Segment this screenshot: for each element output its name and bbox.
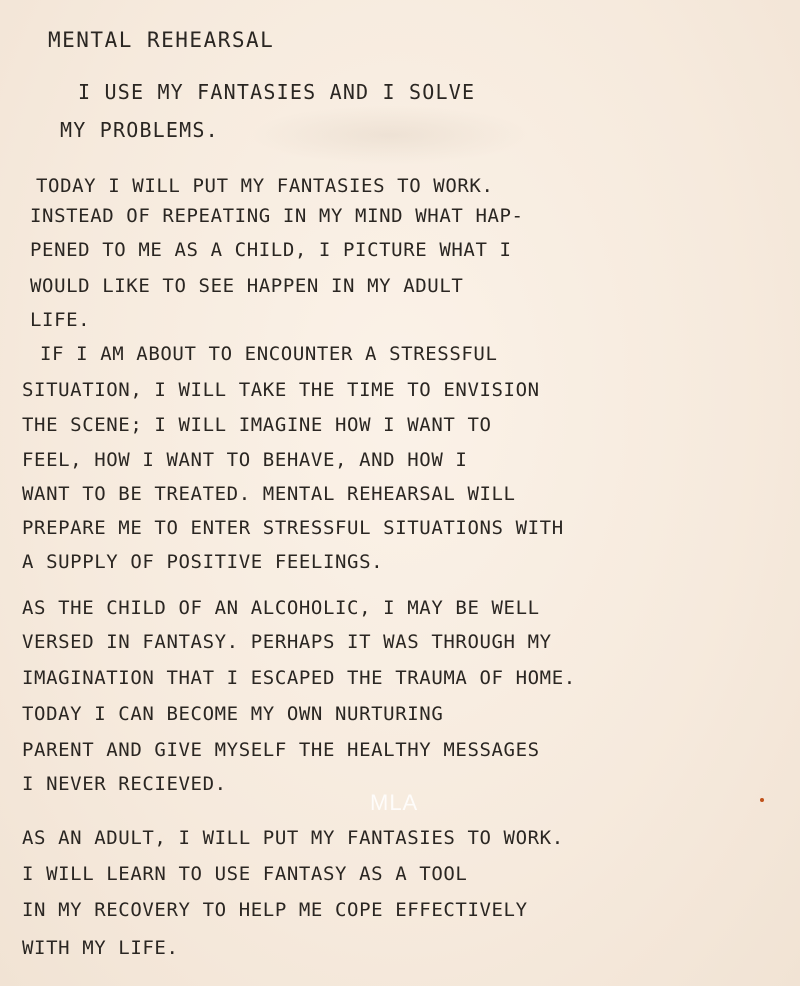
note-line: PREPARE ME TO ENTER STRESSFUL SITUATIONS WITH	[22, 517, 564, 539]
note-line: FEEL, HOW I WANT TO BEHAVE, AND HOW I	[22, 449, 468, 471]
note-line: IF I AM ABOUT TO ENCOUNTER A STRESSFUL	[40, 343, 498, 365]
note-line: THE SCENE; I WILL IMAGINE HOW I WANT TO	[22, 414, 492, 436]
ink-dot	[760, 798, 764, 802]
note-line: PARENT AND GIVE MYSELF THE HEALTHY MESSAGES	[22, 739, 540, 761]
note-line: IMAGINATION THAT I ESCAPED THE TRAUMA OF HOME.	[22, 667, 576, 689]
note-title: MENTAL REHEARSAL	[48, 28, 275, 52]
note-line: SITUATION, I WILL TAKE THE TIME TO ENVISION	[22, 379, 540, 401]
note-line: VERSED IN FANTASY. PERHAPS IT WAS THROUGH MY	[22, 631, 552, 653]
note-line: TODAY I CAN BECOME MY OWN NURTURING	[22, 703, 444, 725]
note-line: PENED TO ME AS A CHILD, I PICTURE WHAT I	[30, 239, 512, 261]
subtitle-line: I USE MY FANTASIES AND I SOLVE	[78, 80, 476, 104]
paper-stain	[250, 105, 530, 165]
subtitle-line: MY PROBLEMS.	[60, 118, 219, 142]
note-line: AS THE CHILD OF AN ALCOHOLIC, I MAY BE WELL	[22, 597, 540, 619]
note-line: IN MY RECOVERY TO HELP ME COPE EFFECTIVELY	[22, 899, 528, 921]
note-line: WANT TO BE TREATED. MENTAL REHEARSAL WILL	[22, 483, 516, 505]
watermark: MLA	[370, 790, 419, 815]
note-line: AS AN ADULT, I WILL PUT MY FANTASIES TO WORK.	[22, 827, 564, 849]
note-line: WOULD LIKE TO SEE HAPPEN IN MY ADULT	[30, 275, 464, 297]
note-line: TODAY I WILL PUT MY FANTASIES TO WORK.	[36, 175, 494, 197]
note-line: LIFE.	[30, 309, 91, 331]
note-line: I NEVER RECIEVED.	[22, 773, 227, 795]
note-line: INSTEAD OF REPEATING IN MY MIND WHAT HAP-	[30, 205, 524, 227]
note-line: I WILL LEARN TO USE FANTASY AS A TOOL	[22, 863, 468, 885]
note-line: WITH MY LIFE.	[22, 937, 179, 959]
note-line: A SUPPLY OF POSITIVE FEELINGS.	[22, 551, 384, 573]
